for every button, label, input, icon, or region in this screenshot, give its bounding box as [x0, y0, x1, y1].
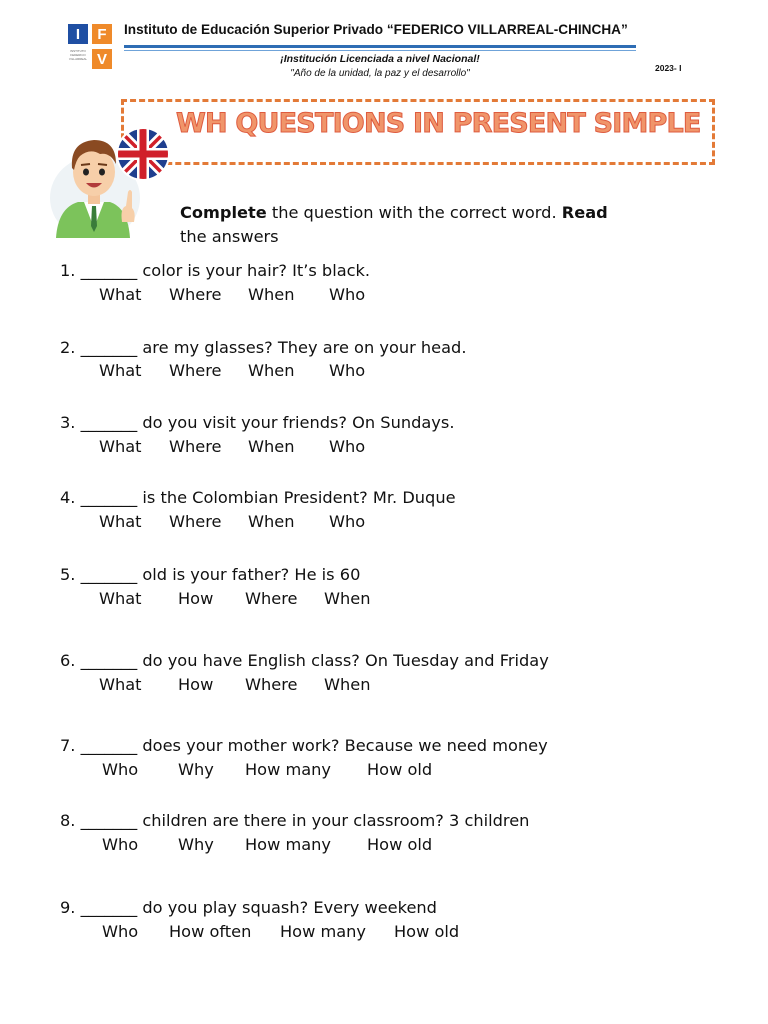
option[interactable]: What — [99, 512, 142, 531]
question-2: 2. _______ are my glasses? They are on your head. — [60, 338, 467, 357]
logo-letter-f: F — [92, 24, 112, 44]
header-rule-thin — [124, 50, 636, 51]
instruction-text — [180, 201, 680, 249]
option[interactable]: What — [99, 589, 142, 608]
option[interactable]: Who — [329, 512, 366, 531]
option[interactable]: How — [178, 675, 214, 694]
instruction-part-1: the question with the correct word. — [266, 203, 562, 222]
institution-name: Instituto de Educación Superior Privado “FEDERICO VILLARREAL-CHINCHA” — [124, 22, 628, 37]
option[interactable]: Who — [102, 760, 139, 779]
option[interactable]: Where — [169, 361, 222, 380]
question-9: 9. _______ do you play squash? Every weekend — [60, 898, 437, 917]
option[interactable]: When — [248, 512, 295, 531]
institution-motto: ¡Institución Licenciada a nivel Nacional! — [280, 53, 480, 65]
option[interactable]: When — [248, 437, 295, 456]
instruction-part-2: the answers — [180, 227, 279, 246]
option[interactable]: How many — [245, 760, 331, 779]
question-3: 3. _______ do you visit your friends? On Sundays. — [60, 413, 455, 432]
option[interactable]: Where — [169, 512, 222, 531]
institute-logo — [66, 22, 114, 72]
question-7: 7. _______ does your mother work? Because we need money — [60, 736, 548, 755]
option[interactable]: When — [248, 361, 295, 380]
option[interactable]: How — [178, 589, 214, 608]
option[interactable]: How many — [245, 835, 331, 854]
instruction-bold-read: Read — [561, 203, 608, 222]
option[interactable]: Why — [178, 835, 214, 854]
option[interactable]: Why — [178, 760, 214, 779]
option[interactable]: Where — [245, 589, 298, 608]
term-label: 2023- I — [655, 63, 682, 73]
question-5: 5. _______ old is your father? He is 60 — [60, 565, 361, 584]
year-motto: "Año de la unidad, la paz y el desarrollo" — [290, 68, 470, 79]
option[interactable]: What — [99, 285, 142, 304]
logo-small-text: INSTITUTO FEDERICO VILLARREAL — [68, 49, 88, 61]
option[interactable]: Where — [245, 675, 298, 694]
option[interactable]: When — [324, 589, 371, 608]
logo-letter-i: I — [68, 24, 88, 44]
option[interactable]: How old — [394, 922, 460, 941]
header-rule — [124, 45, 636, 48]
option[interactable]: Who — [102, 922, 139, 941]
option[interactable]: How often — [169, 922, 252, 941]
option[interactable]: Who — [102, 835, 139, 854]
question-6: 6. _______ do you have English class? On Tuesday and Friday — [60, 651, 549, 670]
option[interactable]: Who — [329, 437, 366, 456]
question-1: 1. _______ color is your hair? It’s black. — [60, 261, 371, 280]
option[interactable]: When — [248, 285, 295, 304]
option[interactable]: Who — [329, 361, 366, 380]
logo-letter-v: V — [92, 49, 112, 69]
option[interactable]: What — [99, 437, 142, 456]
option[interactable]: Where — [169, 285, 222, 304]
option[interactable]: How many — [280, 922, 366, 941]
option[interactable]: Who — [329, 285, 366, 304]
question-4: 4. _______ is the Colombian President? Mr. Duque — [60, 488, 456, 507]
instruction-bold-complete: Complete — [180, 203, 267, 222]
option[interactable]: How old — [367, 835, 433, 854]
option[interactable]: Where — [169, 437, 222, 456]
option[interactable]: When — [324, 675, 371, 694]
option[interactable]: How old — [367, 760, 433, 779]
question-8: 8. _______ children are there in your classroom? 3 children — [60, 811, 530, 830]
worksheet-title: WH QUESTIONS IN PRESENT SIMPLE — [176, 108, 701, 139]
teacher-illustration-icon — [50, 128, 176, 238]
option[interactable]: What — [99, 675, 142, 694]
option[interactable]: What — [99, 361, 142, 380]
